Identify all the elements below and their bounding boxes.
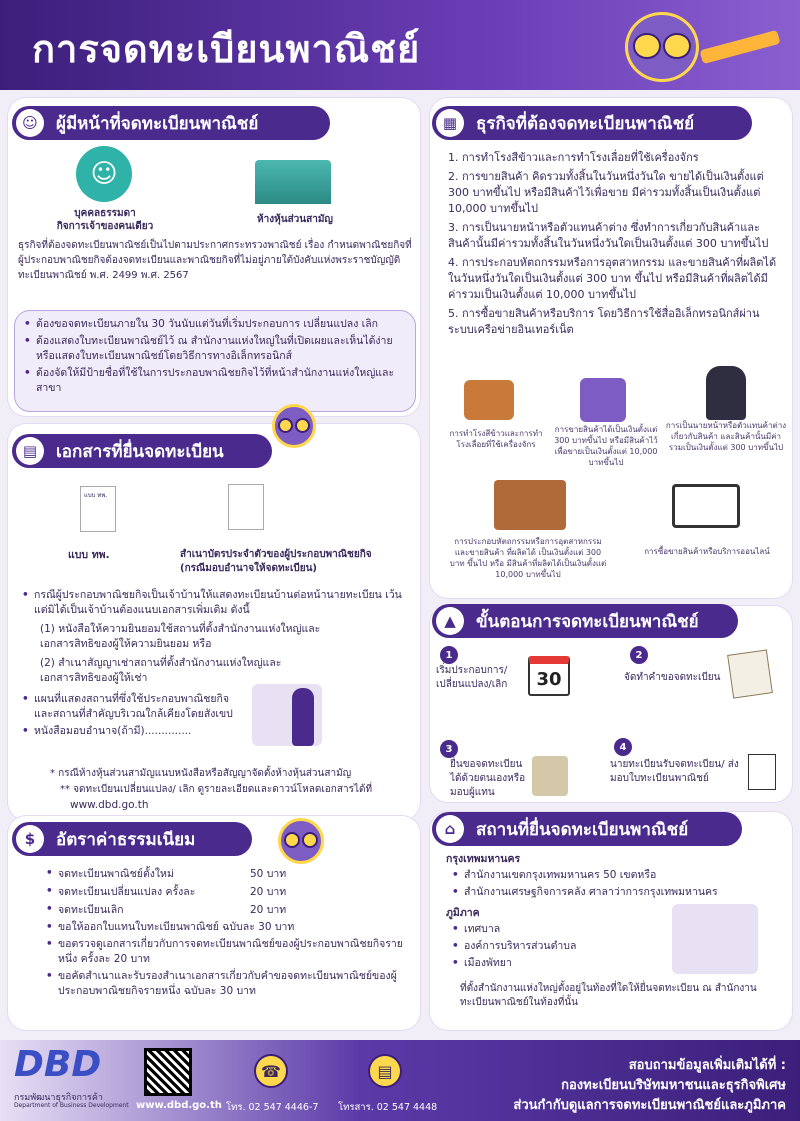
sawmill-illustration bbox=[464, 380, 514, 420]
region-title: ภูมิภาค bbox=[446, 907, 480, 919]
building-icon bbox=[255, 160, 331, 204]
mascot-docs-icon bbox=[272, 404, 316, 448]
fees-section-title: $ อัตราค่าธรรมเนียม bbox=[12, 822, 252, 856]
org-name-en: Department of Business Development bbox=[14, 1102, 129, 1109]
pencil-icon bbox=[700, 30, 781, 64]
step-2-number: 2 bbox=[630, 646, 648, 664]
docs-bullets-2: • แผนที่แสดงสถานที่ซึ่งใช้ประกอบพาณิชยกิจและสถานที่สำคัญบริเวณใกล้เคียงโดยสังเขป • หนังสือมอบอำนาจ(ถ้ามี).............. bbox=[20, 692, 240, 741]
mascot-icon bbox=[625, 12, 699, 82]
region-list: • เทศบาล • องค์การบริหารส่วนตำบล • เมืองพัทยา bbox=[450, 922, 650, 973]
dbd-logo: DBD bbox=[14, 1044, 102, 1085]
step-1-number: 1 bbox=[440, 646, 458, 664]
docs-bullets: • กรณีผู้ประกอบพาณิชยกิจเป็นเจ้าบ้านให้แสดงทะเบียนบ้านต่อหน้านายทะเบียน เว้นแต่มิได้เป็นเจ้าบ้านต้องแนบเอกสารเพิ่มเติม ดังนี้ bbox=[20, 588, 412, 620]
website-link[interactable]: www.dbd.go.th bbox=[136, 1100, 222, 1111]
who-bullets: • ต้องขอจดทะเบียนภายใน 30 วันนับแต่วันที่เริ่มประกอบการ เปลี่ยนแปลง เลิก • ต้องแสดงใบทะเบียนพาณิชย์ไว้ ณ สำนักงานแห่งใหญ่ในที่เปิดเผยและเห็นได้ง่ายหรือแสดงใบทะเบียนพาณิชย์โดยวิธีการทางอิเล็กทรอนิกส์ • ต้องจัดให้มีป้ายชื่อที่ใช้ในการประกอบพาณิชยกิจไว้ที่หน้าสำนักงานแห่งใหญ่และสาขา bbox=[22, 317, 410, 398]
contact-line-3: ส่วนกำกับดูแลการจดทะเบียนพาณิชย์และภูมิภาค bbox=[513, 1098, 786, 1113]
certificate-icon bbox=[748, 754, 776, 790]
clerk-illustration bbox=[672, 904, 758, 974]
person-label: บุคคลธรรมดา กิจการเจ้าของคนเดียว bbox=[56, 208, 154, 232]
mascot-fees-icon bbox=[278, 818, 324, 864]
fax-number: โทรสาร. 02 547 4448 bbox=[338, 1102, 438, 1113]
laptop-illustration bbox=[672, 484, 740, 528]
factory-illustration bbox=[494, 480, 566, 530]
region-note: ที่ตั้งสำนักงานแห่งใหญ่ตั้งอยู่ในท้องที่ใดให้ยื่นจดทะเบียน ณ สำนักงานทะเบียนพาณิชย์ในท้องที่นั้น bbox=[460, 983, 757, 1008]
business-caption-1: การทำโรงสีข้าวและการทำโรงเลื่อยที่ใช้เครื่องจักร bbox=[449, 429, 543, 449]
bkk-title: กรุงเทพมหานคร bbox=[446, 853, 521, 865]
phone-icon: ☎ bbox=[254, 1054, 288, 1088]
docs-sub-1: (1) หนังสือให้ความยินยอมใช้สถานที่ตั้งสำนักงานแห่งใหญ่และเอกสารสิทธิของผู้ให้ความยินยอม หรือ bbox=[40, 623, 321, 650]
docs-note-2: ** จดทะเบียนเปลี่ยนแปลง/ เลิก ดูรายละเอียดและดาวน์โหลดเอกสารได้ที่ bbox=[60, 784, 373, 795]
document-stack-icon bbox=[727, 649, 773, 698]
qr-code-icon bbox=[144, 1048, 192, 1096]
person-illustration: ☺ bbox=[76, 146, 132, 202]
steps-section-title: ▲ ขั้นตอนการจดทะเบียนพาณิชย์ bbox=[432, 604, 738, 638]
bkk-list: • สำนักงานเขตกรุงเทพมหานคร 50 เขตหรือ • สำนักงานเศรษฐกิจการคลัง ศาลาว่าการกรุงเทพมหานคร bbox=[450, 868, 780, 902]
business-caption-4: การประกอบหัตถกรรมหรือการอุตสาหกรรมและขายสินค้า ที่ผลิตได้ เป็นเงินตั้งแต่ 300 บาท ขึ้นไป หรือ มีสินค้าที่ผลิตได้เป็นเงินตั้งแต่ 10,000 บาทขึ้นไป bbox=[449, 537, 607, 579]
who-description: ธุรกิจที่ต้องจดทะเบียนพาณิชย์เป็นไปตามประกาศกระทรวงพาณิชย์ เรื่อง กำหนดพาณิชยกิจที่ผู้ประกอบพาณิชยกิจต้องจดทะเบียนและพาณิชยกิจที่ไม่อยู่ภายใต้บังคับแห่งพระราชบัญญัติทะเบียนพาณิชย์ พ.ศ. 2499 พ.ศ. 2567 bbox=[18, 240, 412, 281]
fees-list: • จดทะเบียนพาณิชย์ตั้งใหม่ 50 บาท • จดทะเบียนเปลี่ยนแปลง ครั้งละ 20 บาท • จดทะเบียนเลิก 20 บาท • ขอให้ออกใบแทนใบทะเบียนพาณิชย์ ฉบับละ 30 บาท • ขอตรวจดูเอกสารเกี่ยวกับการจดทะเบียนพาณิชย์ของผู้ประกอบพาณิชยกิจรายหนึ่ง ครั้งละ 20 บาท • ขอคัดสำเนาและรับรองสำเนาเอกสารเกี่ยวกับคำขอจดทะเบียนพาณิชย์ของผู้ประกอบพาณิชยกิจรายหนึ่ง ฉบับละ 30 บาท bbox=[44, 866, 404, 1001]
person-icon: ☺ bbox=[16, 109, 44, 137]
partnership-label: ห้างหุ้นส่วนสามัญ bbox=[257, 214, 333, 225]
woman-icon bbox=[292, 688, 314, 746]
contact-line-1: สอบถามข้อมูลเพิ่มเติมได้ที่ : bbox=[628, 1058, 786, 1073]
org-name: กรมพัฒนาธุรกิจการค้า bbox=[14, 1093, 103, 1103]
step-3-text: ยื่นขอจดทะเบียน ได้ด้วยตนเองหรือมอบผู้แทน bbox=[450, 759, 526, 798]
step-3-number: 3 bbox=[440, 740, 458, 758]
shopping-bags-illustration bbox=[580, 378, 626, 422]
business-section-title: ▦ ธุรกิจที่ต้องจดทะเบียนพาณิชย์ bbox=[432, 106, 752, 140]
header-banner bbox=[0, 0, 800, 90]
businessman-illustration bbox=[706, 366, 746, 420]
id-label: สำเนาบัตรประจำตัวของผู้ประกอบพาณิชยกิจ (กรณีมอบอำนาจให้จดทะเบียน) bbox=[180, 549, 372, 574]
money-icon: $ bbox=[16, 825, 44, 853]
docs-note-url[interactable]: www.dbd.go.th bbox=[70, 799, 149, 811]
docs-sub-2: (2) สำเนาสัญญาเช่าสถานที่ตั้งสำนักงานแห่งใหญ่และเอกสารสิทธิของผู้ให้เช่า bbox=[40, 657, 282, 684]
contact-line-2: กองทะเบียนบริษัทมหาชนและธุรกิจพิเศษ bbox=[561, 1078, 786, 1093]
places-section-title: ⌂ สถานที่ยื่นจดทะเบียนพาณิชย์ bbox=[432, 812, 742, 846]
chart-icon: ▲ bbox=[436, 607, 464, 635]
who-section-title: ☺ ผู้มีหน้าที่จดทะเบียนพาณิชย์ bbox=[12, 106, 330, 140]
footer bbox=[0, 1040, 800, 1121]
fax-icon: ▤ bbox=[368, 1054, 402, 1088]
docs-section-title: ▤ เอกสารที่ยื่นจดทะเบียน bbox=[12, 434, 272, 468]
page-title: การจดทะเบียนพาณิชย์ bbox=[32, 27, 421, 71]
business-list: 1. การทำโรงสีข้าวและการทำโรงเลื่อยที่ใช้เครื่องจักร 2. การขายสินค้า คิดรวมทั้งสิ้นในวันหนึ่งวันใด ขายได้เป็นเงินตั้งแต่ 300 บาทขึ้นไป หรือมีสินค้าไว้เพื่อขาย มีค่ารวมทั้งสิ้นเป็นเงินตั้งแต่ 10,000 บาทขึ้นไป 3. การเป็นนายหน้าหรือตัวแทนค้าต่าง ซึ่งทำการเกี่ยวกับสินค้าและสินค้านั้นมีค่ารวมทั้งสิ้นในวันหนึ่งวันใดเป็นเงินตั้งแต่ 300 บาทขึ้นไป 4. การประกอบหัตถกรรมหรือการอุตสาหกรรม และขายสินค้าที่ผลิตได้ ในวันหนึ่งวันใดเป็นเงินตั้งแต่ 300 บาท ขึ้นไป หรือมีสินค้าที่ผลิตได้มีค่ารวมเป็นเงินตั้งแต่ 10,000 บาทขึ้นไป 5. การซื้อขายสินค้าหรือบริการ โดยวิธีการใช้สื่ออิเล็กทรอนิกส์ผ่านระบบเครือข่ายอินเทอร์เน็ต bbox=[448, 151, 777, 336]
phone-number: โทร. 02 547 4446-7 bbox=[226, 1102, 319, 1113]
form-thumbnail: แบบ ทพ. bbox=[80, 486, 116, 532]
business-caption-5: การซื้อขายสินค้าหรือบริการออนไลน์ bbox=[644, 547, 770, 556]
docs-note-1: * กรณีห้างหุ้นส่วนสามัญแนบหนังสือหรือสัญญาจัดตั้งห้างหุ้นส่วนสามัญ bbox=[50, 768, 352, 779]
step-1-text: เริ่มประกอบการ/ เปลี่ยนแปลง/เลิก bbox=[436, 665, 508, 690]
id-card-thumbnail bbox=[228, 484, 264, 530]
step-4-text: นายทะเบียนรับจดทะเบียน/ ส่งมอบใบทะเบียนพาณิชย์ bbox=[610, 759, 739, 784]
store-icon: ▦ bbox=[436, 109, 464, 137]
form-label: แบบ ทพ. bbox=[68, 549, 110, 561]
calendar-icon: 30 bbox=[528, 656, 570, 696]
step-2-text: จัดทำคำขอจดทะเบียน bbox=[624, 672, 721, 683]
government-building-icon: ⌂ bbox=[436, 815, 464, 843]
submit-illustration bbox=[532, 756, 568, 796]
business-caption-2: การขายสินค้าได้เป็นเงินตั้งแต่ 300 บาทขึ้นไป หรือมีสินค้าไว้เพื่อขายเป็นเงินตั้งแต่ 10,000 บาทขึ้นไป bbox=[554, 425, 658, 467]
step-4-number: 4 bbox=[614, 738, 632, 756]
business-caption-3: การเป็นนายหน้าหรือตัวแทนค้าต่างเกี่ยวกับสินค้า และสินค้านั้นมีค่ารวมเป็นเงินตั้งแต่ 300 บาทขึ้นไป bbox=[665, 421, 787, 452]
document-icon: ▤ bbox=[16, 437, 44, 465]
